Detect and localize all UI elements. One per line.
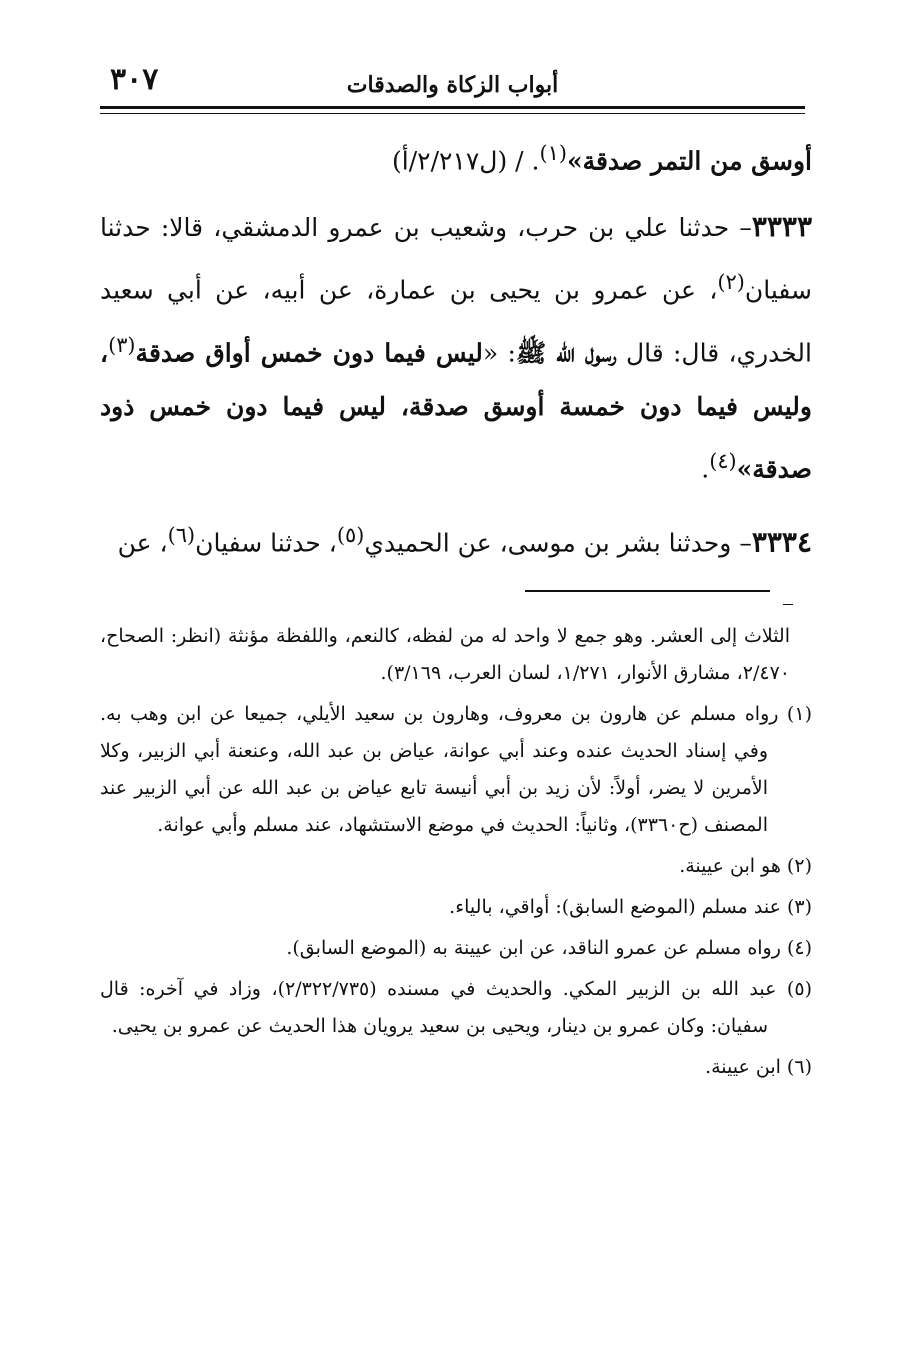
hadith-3333-end: . [701, 454, 710, 484]
footnote-ref-3: (٣) [108, 332, 136, 357]
prophet-name: رسول الله ﷺ [515, 337, 617, 367]
hadith-3334-text-3: ، عن [117, 528, 168, 558]
hadith-3333-isnad-1: – حدثنا علي بن حرب، وشعيب بن عمرو الدمشقي، قالا: حدثنا سفيان [100, 213, 812, 305]
footnote-ref-6: (٦) [167, 523, 196, 548]
hadith-3333 [100, 200, 812, 496]
footnote-2: (٢) هو ابن عيينة. [679, 855, 812, 877]
hadith-number-3333: ٣٣٣٣ [751, 210, 812, 244]
page-number: ٣٠٧ [110, 62, 159, 97]
running-header [100, 60, 805, 104]
header-rule-thick [100, 106, 805, 109]
hadith-3333-matn-1: ليس فيما دون خمس أواق صدقة [135, 337, 483, 367]
footnote-ref-1: (١) [539, 141, 567, 165]
hadith-3333-isnad-2: ، عن عمرو بن يحيى بن عمارة، عن أبيه، عن أبي سعيد الخدري، قال: قال [100, 275, 812, 367]
footnotes [100, 618, 812, 1086]
footnote-separator [525, 590, 770, 592]
main-text [100, 126, 812, 571]
hadith-3334-text-1: – وحدثنا بشر بن موسى، عن الحميدي [364, 528, 752, 558]
carryover-quote: أوسق من التمر صدقة» [566, 146, 812, 176]
hadith-3334-text-2: ، حدثنا سفيان [195, 528, 337, 558]
footnote-6: (٦) ابن عيينة. [705, 1056, 812, 1078]
carryover-line [100, 126, 812, 188]
hadith-3333-matn-2: ، وليس فيما دون خمسة أوسق صدقة، ليس فيما دون خمس ذود صدقة» [100, 337, 812, 484]
footnote-continued: الثلاث إلى العشر. وهو جمع لا واحد له من لفظه، كالنعم، واللفظة مؤنثة (انظر: الصحاح، ٢/٤٧٠، مشارق الأنوار، ١/٢٧١، لسان العرب، ٣/١٦٩). [100, 625, 790, 684]
footnote-3: (٣) عند مسلم (الموضع السابق): أواقي، بالياء. [449, 896, 812, 918]
footnote-ref-5: (٥) [336, 523, 365, 548]
quote-open: : « [482, 337, 516, 367]
header-rule-thin [100, 113, 805, 114]
hadith-3334 [100, 508, 812, 570]
hadith-number-3334: ٣٣٣٤ [751, 525, 812, 559]
footnote-ref-2: (٢) [717, 270, 745, 295]
footnote-4: (٤) رواه مسلم عن عمرو الناقد، عن ابن عيينة به (الموضع السابق). [286, 937, 812, 959]
footnote-5: (٥) عبد الله بن الزبير المكي. والحديث في مسنده (٢/٣٢٢/٧٣٥)، وزاد في آخره: قال سفيان: وكان عمرو بن دينار، ويحيى بن سعيد يرويان هذا الحديث عن عمرو بن يحيى. [100, 978, 812, 1037]
chapter-title: أبواب الزكاة والصدقات [346, 72, 559, 98]
manuscript-ref: . / (ل٢/٢١٧/أ) [392, 146, 540, 176]
footnote-1: (١) رواه مسلم عن هارون بن معروف، وهارون بن سعيد الأيلي، جميعا عن ابن وهب به. وفي إسناد الحديث عنده وعند أبي عوانة، عياض بن عبد الله، وعنعنة أبي الزبير، وكلا الأمرين لا يضر، أولاً: لأن زيد بن أبي أنيسة تابع عياض بن عبد الله عن أبي الزبير عند المصنف (ح٣٣٦٠)، وثانياً: الحديث في موضع الاستشهاد، عند مسلم وأبي عوانة. [100, 703, 812, 836]
footnote-ref-4: (٤) [709, 448, 737, 473]
continuation-mark [783, 604, 793, 605]
